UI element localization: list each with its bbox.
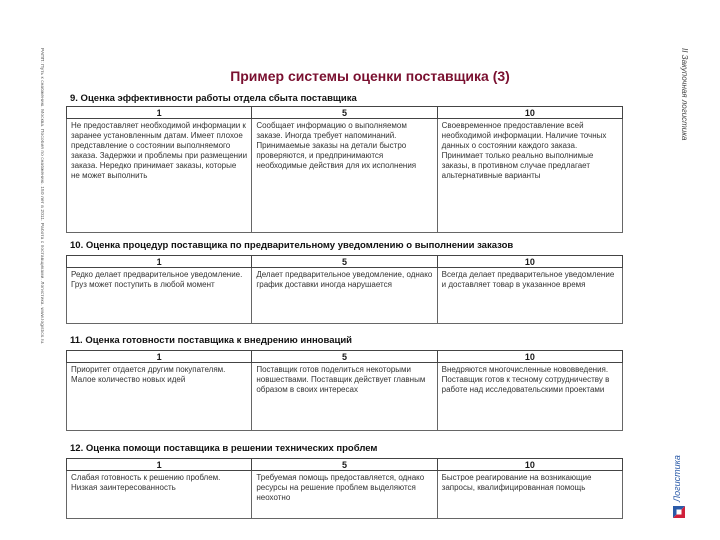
header-cell: 10: [437, 107, 622, 119]
logo-mark-icon: [673, 506, 685, 518]
section-title: 12. Оценка помощи поставщика в решении технических проблем: [70, 443, 378, 454]
section-title: 11. Оценка готовности поставщика к внедрению инноваций: [70, 335, 352, 346]
side-caption: РАПП: Путь к снабжению. Москва. Пособия по снабжению. 150 лет в 2011. Работа с поставщиками. Логистика. www.logistics.ru.: [39, 48, 44, 345]
criteria-table: [66, 458, 623, 519]
header-cell: 10: [437, 256, 622, 268]
criteria-cell: Редко делает предварительное уведомление. Груз может поступить в любой момент: [67, 268, 252, 324]
criteria-cell: Своевременное предоставление всей необходимой информации. Наличие точных данных о состоянии каждого заказа. Принимает только реально выполнимые заказы, в противном случае предлагает альтернативные варианты: [437, 119, 622, 233]
criteria-table: [66, 255, 623, 324]
criteria-cell: Сообщает информацию о выполняемом заказе. Иногда требует напоминаний. Принимаемые заказы на детали быстро проверяются, и предпринимаются необходимые действия для их исполнения: [252, 119, 437, 233]
criteria-cell: Не предоставляет необходимой информации к заранее установленным датам. Имеет плохое представление о состоянии выполняемого заказа. Задержки и проблемы при размещении заказа. Нередко принимает заказы, которые не может выполнить: [67, 119, 252, 233]
section-title: 9. Оценка эффективности работы отдела сбыта поставщика: [70, 93, 357, 104]
header-cell: 5: [252, 256, 437, 268]
criteria-table: [66, 106, 623, 233]
header-cell: 1: [67, 459, 252, 471]
header-cell: 1: [67, 351, 252, 363]
header-cell: 5: [252, 107, 437, 119]
criteria-cell: Поставщик готов поделиться некоторыми новшествами. Поставщик действует главным образом в своих интересах: [252, 363, 437, 431]
criteria-cell: Требуемая помощь предоставляется, однако ресурсы на решение проблем выделяются неохотно: [252, 471, 437, 519]
header-cell: 10: [437, 459, 622, 471]
logo-text: Логистика: [672, 455, 682, 502]
header-cell: 5: [252, 459, 437, 471]
header-cell: 10: [437, 351, 622, 363]
criteria-cell: Слабая готовность к решению проблем. Низкая заинтересованность: [67, 471, 252, 519]
criteria-cell: Внедряются многочисленные нововведения. Поставщик готов к тесному сотрудничеству в работе над исследовательскими проектами: [437, 363, 622, 431]
section-title: 10. Оценка процедур поставщика по предварительному уведомлению о выполнении заказов: [70, 240, 514, 251]
page-title: Пример системы оценки поставщика (3): [230, 68, 510, 84]
criteria-table: [66, 350, 623, 431]
criteria-cell: Делает предварительное уведомление, однако график доставки иногда нарушается: [252, 268, 437, 324]
criteria-cell: Быстрое реагирование на возникающие запросы, квалифицированная помощь: [437, 471, 622, 519]
running-header: II Закупочная логистика: [680, 48, 689, 141]
criteria-cell: Приоритет отдается другим покупателям. Малое количество новых идей: [67, 363, 252, 431]
header-cell: 1: [67, 256, 252, 268]
publisher-logo: [668, 440, 690, 530]
criteria-cell: Всегда делает предварительное уведомление и доставляет товар в указанное время: [437, 268, 622, 324]
header-cell: 1: [67, 107, 252, 119]
header-cell: 5: [252, 351, 437, 363]
